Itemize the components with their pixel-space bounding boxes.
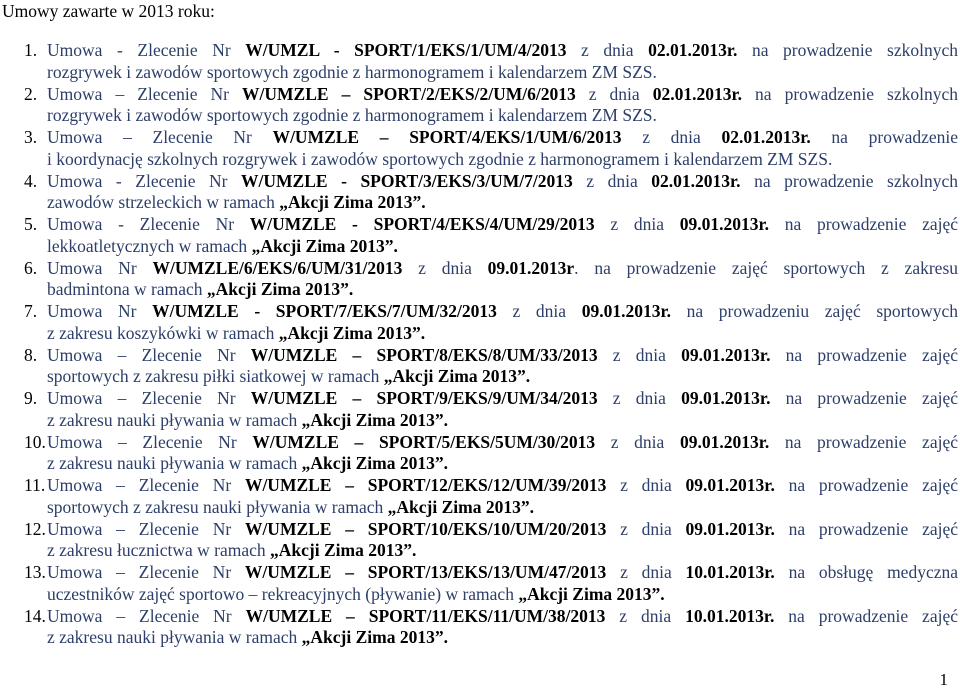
item-line1	[47, 214, 958, 236]
text-segment: z dnia	[597, 388, 682, 408]
item-number: 13.	[24, 562, 46, 582]
text-segment: z dnia	[597, 344, 682, 365]
text-segment: z dnia	[606, 475, 686, 495]
text-segment: Umowa – Zlecenie Nr	[47, 431, 253, 452]
text-segment: na prowadzenie zajęć	[774, 518, 958, 539]
item-line1	[47, 127, 958, 149]
text-segment: na prowadzeniu zajęć sportowych	[670, 301, 959, 321]
contract-item	[0, 562, 960, 606]
item-line2	[47, 627, 958, 649]
text-segment: z zakresu nauki pływania w ramach	[47, 409, 302, 430]
text-segment: na prowadzenie zajęć	[770, 388, 958, 408]
item-line2	[47, 366, 958, 388]
bold-segment: W/UMZLE – SPORT/8/EKS/8/UM/33/2013	[250, 344, 598, 365]
contract-item	[0, 84, 960, 128]
item-number: 9.	[24, 388, 38, 408]
bold-segment: „Akcji Zima 2013”.	[251, 235, 398, 256]
text-segment: rozgrywek i zawodów sportowych zgodnie z harmonogramem i kalendarzem ZM SZS.	[47, 61, 657, 82]
text-segment: lekkoatletycznych w ramach	[47, 235, 252, 256]
contract-item	[0, 214, 960, 258]
bold-segment: W/UMZLE – SPORT/2/EKS/2/UM/6/2013	[242, 83, 576, 104]
bold-segment: „Akcji Zima 2013”.	[206, 279, 354, 300]
text-segment: z dnia	[496, 301, 582, 321]
item-number: 10.	[24, 431, 46, 452]
bold-segment: W/UMZLE – SPORT/11/EKS/11/UM/38/2013	[245, 605, 606, 626]
item-number: 11.	[24, 475, 46, 495]
text-segment: z zakresu nauki pływania w ramach	[47, 627, 302, 648]
contract-list	[0, 40, 960, 649]
bold-segment: 09.01.2013r.	[681, 388, 771, 408]
text-segment: Umowa – Zlecenie Nr	[47, 518, 245, 539]
item-line1	[47, 171, 958, 193]
contract-item	[0, 301, 960, 345]
contract-item	[0, 388, 960, 432]
text-segment: z dnia	[606, 562, 686, 582]
item-line1	[47, 388, 958, 410]
contract-item	[0, 519, 960, 563]
text-segment: z dnia	[606, 518, 686, 539]
bold-segment: 09.01.2013r.	[685, 475, 775, 495]
text-segment: z dnia	[575, 83, 653, 104]
bold-segment: 02.01.2013r.	[648, 40, 738, 60]
text-segment: na prowadzenie zajęć	[769, 214, 959, 234]
contract-item	[0, 258, 960, 302]
item-line1	[47, 519, 958, 541]
item-number: 14.	[24, 605, 46, 626]
bold-segment: „Akcji Zima 2013”.	[383, 366, 531, 387]
text-segment: na prowadzenie zajęć	[774, 605, 958, 626]
bold-segment: 09.01.2013r.	[681, 344, 771, 365]
item-number: 5.	[24, 214, 38, 234]
contract-item	[0, 40, 960, 84]
item-line2	[47, 105, 958, 127]
bold-segment: 10.01.2013r.	[685, 605, 775, 626]
bold-segment: W/UMZLE – SPORT/13/EKS/13/UM/47/2013	[244, 562, 607, 582]
text-segment: Umowa – Zlecenie Nr	[47, 127, 273, 147]
text-segment: i koordynację szkolnych rozgrywek i zawodów sportowych zgodnie z harmonogramem i kalendarzem ZM SZS.	[47, 148, 833, 169]
item-number: 2.	[24, 83, 38, 104]
bold-segment: 02.01.2013r.	[721, 127, 811, 147]
bold-segment: W/UMZLE – SPORT/5/EKS/5UM/30/2013	[252, 431, 596, 452]
text-segment: Umowa - Zlecenie Nr	[47, 214, 250, 234]
text-segment: z dnia	[595, 431, 680, 452]
contract-item	[0, 171, 960, 215]
text-segment: na prowadzenie zajęć	[770, 344, 958, 365]
bold-segment: W/UMZLE - SPORT/3/EKS/3/UM/7/2013	[241, 170, 573, 191]
item-line2	[47, 149, 958, 171]
text-segment: . na prowadzenie zajęć sportowych z zakresu	[574, 257, 959, 278]
page-number: 1	[939, 670, 948, 689]
text-segment: z dnia	[605, 605, 686, 626]
text-segment: rozgrywek i zawodów sportowych zgodnie z harmonogramem i kalendarzem ZM SZS.	[47, 105, 657, 126]
text-segment: Umowa Nr	[47, 257, 153, 278]
item-line1	[47, 84, 958, 106]
item-number: 12.	[24, 518, 46, 539]
item-line2	[47, 540, 958, 562]
item-number: 7.	[24, 301, 38, 321]
text-segment: sportowych z zakresu nauki pływania w ramach	[47, 496, 388, 517]
item-line2	[47, 192, 958, 214]
text-segment: z zakresu koszykówki w ramach	[47, 322, 279, 343]
bold-segment: W/UMZLE/6/EKS/6/UM/31/2013	[152, 257, 403, 278]
bold-segment: 09.01.2013r.	[685, 518, 775, 539]
item-line1	[47, 562, 958, 584]
text-segment: z dnia	[621, 127, 722, 147]
text-segment: Umowa Nr	[47, 301, 153, 321]
text-segment: Umowa – Zlecenie Nr	[47, 605, 246, 626]
text-segment: badmintona w ramach	[47, 279, 207, 300]
text-segment: z dnia	[566, 40, 649, 60]
text-segment: zawodów strzeleckich w ramach	[47, 192, 280, 213]
contract-item	[0, 432, 960, 476]
item-line1	[47, 301, 958, 323]
bold-segment: „Akcji Zima 2013”.	[518, 583, 665, 604]
bold-segment: W/UMZLE – SPORT/4/EKS/1/UM/6/2013	[272, 127, 622, 147]
bold-segment: „Akcji Zima 2013”.	[387, 496, 534, 517]
contract-item	[0, 475, 960, 519]
text-segment: Umowa – Zlecenie Nr	[47, 344, 251, 365]
bold-segment: „Akcji Zima 2013”.	[270, 540, 417, 561]
text-segment: Umowa – Zlecenie Nr	[47, 475, 245, 495]
bold-segment: „Akcji Zima 2013”.	[278, 322, 426, 343]
text-segment: sportowych z zakresu piłki siatkowej w ramach	[47, 366, 384, 387]
bold-segment: 09.01.2013r.	[679, 431, 770, 452]
item-number: 1.	[24, 40, 38, 60]
item-line1	[47, 475, 958, 497]
page-title: Umowy zawarte w 2013 roku:	[2, 1, 215, 21]
bold-segment: 09.01.2013r.	[581, 301, 671, 321]
text-segment: na prowadzenie szkolnych	[742, 83, 959, 104]
bold-segment: W/UMZLE – SPORT/12/EKS/12/UM/39/2013	[244, 475, 607, 495]
text-segment: z zakresu łucznictwa w ramach	[47, 540, 271, 561]
text-segment: Umowa – Zlecenie Nr	[47, 388, 251, 408]
text-segment: z dnia	[402, 257, 488, 278]
text-segment: uczestników zajęć sportowo – rekreacyjnych (pływanie) w ramach	[47, 583, 519, 604]
bold-segment: 02.01.2013r.	[651, 170, 741, 191]
bold-segment: „Akcji Zima 2013”.	[301, 409, 448, 430]
text-segment: na prowadzenie	[810, 127, 959, 147]
text-segment: na obsługę medyczna	[774, 562, 958, 582]
bold-segment: 09.01.2013r	[487, 257, 575, 278]
item-line2	[47, 410, 958, 432]
item-line2	[47, 236, 958, 258]
bold-segment: „Akcji Zima 2013”.	[279, 192, 426, 213]
bold-segment: W/UMZL - SPORT/1/EKS/1/UM/4/2013	[245, 40, 567, 60]
text-segment: z dnia	[594, 214, 680, 234]
item-number: 6.	[24, 257, 38, 278]
text-segment: na prowadzenie zajęć	[774, 475, 958, 495]
item-line1	[47, 40, 958, 62]
item-line1	[47, 432, 958, 454]
text-segment: na prowadzenie szkolnych	[737, 40, 958, 60]
contract-item	[0, 345, 960, 389]
bold-segment: „Akcji Zima 2013”.	[301, 627, 448, 648]
contract-item	[0, 127, 960, 171]
item-number: 4.	[24, 170, 38, 191]
item-line2	[47, 279, 958, 301]
text-segment: Umowa - Zlecenie Nr	[47, 40, 246, 60]
text-segment: z dnia	[572, 170, 652, 191]
item-line2	[47, 453, 958, 475]
item-line1	[47, 258, 958, 280]
bold-segment: 02.01.2013r.	[652, 83, 743, 104]
bold-segment: W/UMZLE – SPORT/10/EKS/10/UM/20/2013	[244, 518, 607, 539]
bold-segment: W/UMZLE - SPORT/7/EKS/7/UM/32/2013	[152, 301, 497, 321]
item-line2	[47, 323, 958, 345]
item-line2	[47, 497, 958, 519]
bold-segment: W/UMZLE – SPORT/9/EKS/9/UM/34/2013	[250, 388, 598, 408]
bold-segment: W/UMZLE - SPORT/4/EKS/4/UM/29/2013	[249, 214, 595, 234]
bold-segment: 10.01.2013r.	[685, 562, 775, 582]
contract-item	[0, 606, 960, 650]
text-segment: na prowadzenie szkolnych	[740, 170, 959, 191]
text-segment: Umowa – Zlecenie Nr	[47, 83, 243, 104]
item-line1	[47, 345, 958, 367]
item-line2	[47, 584, 958, 606]
bold-segment: „Akcji Zima 2013”.	[301, 453, 448, 474]
text-segment: Umowa - Zlecenie Nr	[47, 170, 242, 191]
text-segment: z zakresu nauki pływania w ramach	[47, 453, 302, 474]
item-number: 8.	[24, 344, 38, 365]
item-line2	[47, 62, 958, 84]
item-number: 3.	[24, 127, 38, 147]
item-line1	[47, 606, 958, 628]
text-segment: Umowa – Zlecenie Nr	[47, 562, 245, 582]
text-segment: na prowadzenie zajęć	[769, 431, 958, 452]
bold-segment: 09.01.2013r.	[679, 214, 770, 234]
